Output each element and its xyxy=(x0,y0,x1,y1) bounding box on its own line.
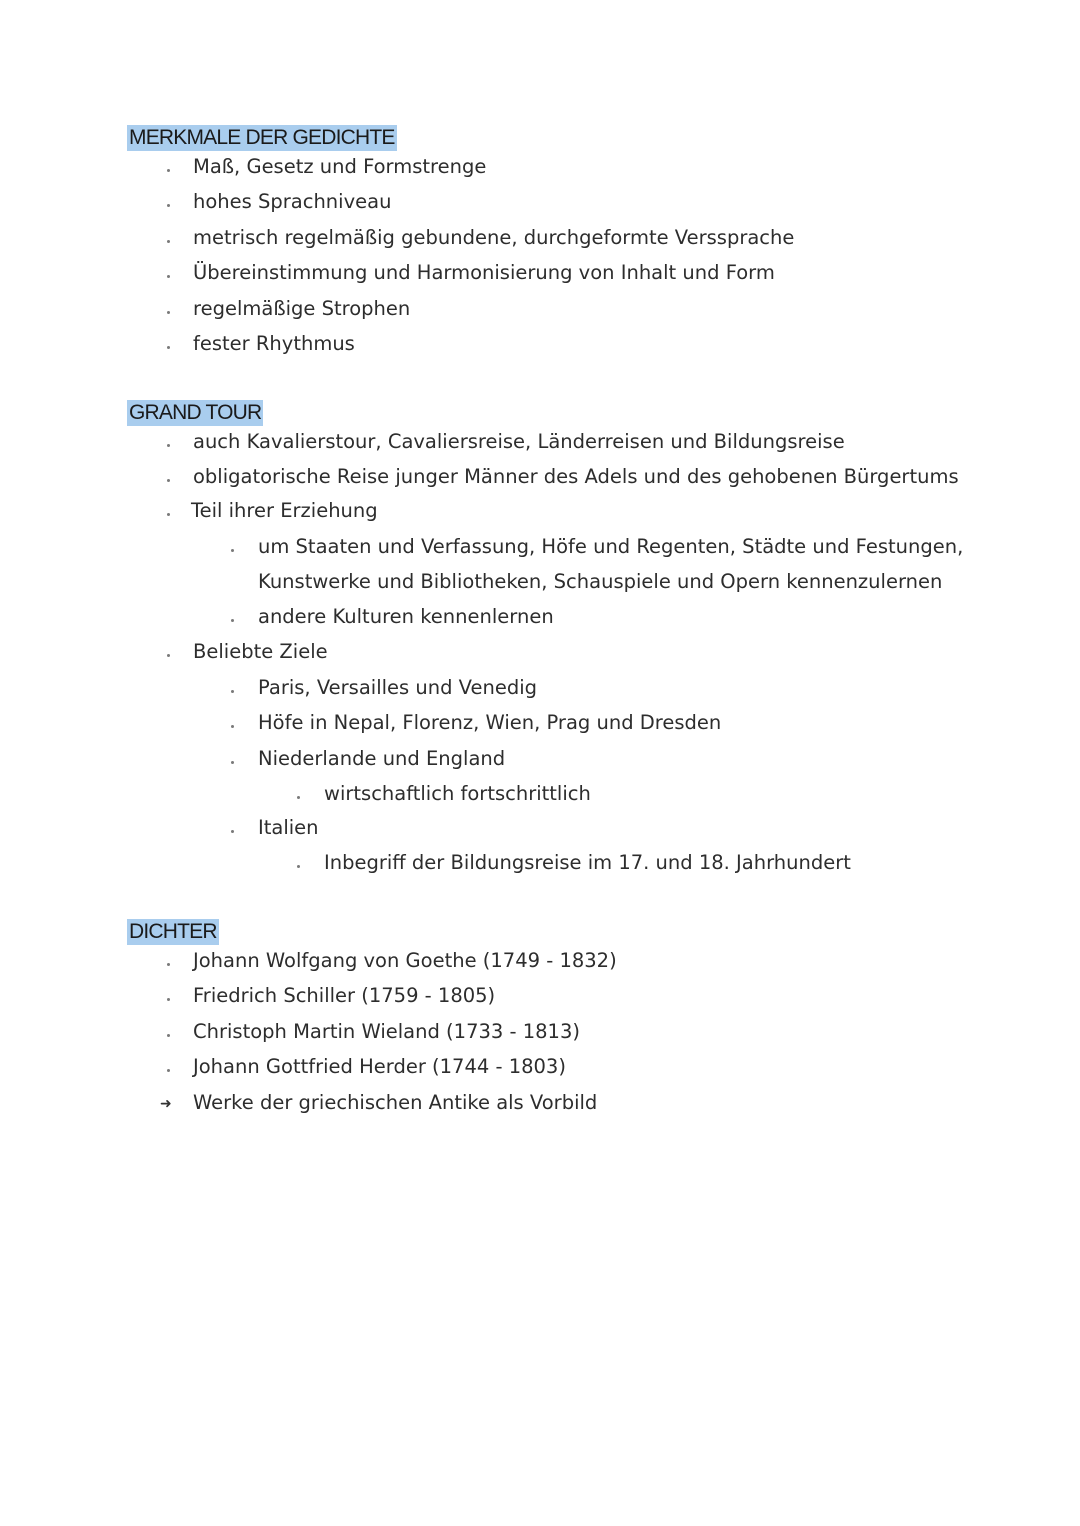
list-item: metrisch regelmäßig gebundene, durchgeformte Verssprache xyxy=(193,226,795,249)
bullet-icon xyxy=(167,444,170,447)
bullet-icon xyxy=(167,346,170,349)
list-item: hohes Sprachniveau xyxy=(193,190,392,213)
sub-sub-list-item: Inbegriff der Bildungsreise im 17. und 18. Jahrhundert xyxy=(324,851,851,874)
sub-list-item: andere Kulturen kennenlernen xyxy=(258,605,554,628)
list-item: auch Kavalierstour, Cavaliersreise, Länderreisen und Bildungsreise xyxy=(193,430,845,453)
bullet-icon xyxy=(167,169,170,172)
list-item: Beliebte Ziele xyxy=(193,640,328,663)
sub-list-item: Niederlande und England xyxy=(258,747,506,770)
bullet-icon xyxy=(167,963,170,966)
section-heading-merkmale: MERKMALE DER GEDICHTE xyxy=(129,126,395,149)
sub-list-item: Höfe in Nepal, Florenz, Wien, Prag und Dresden xyxy=(258,711,722,734)
list-item: Maß, Gesetz und Formstrenge xyxy=(193,155,487,178)
section-heading-dichter: DICHTER xyxy=(129,920,217,943)
bullet-icon xyxy=(167,311,170,314)
list-item: Christoph Martin Wieland (1733 - 1813) xyxy=(193,1020,580,1043)
sub-list-item: um Staaten und Verfassung, Höfe und Regenten, Städte und Festungen, xyxy=(258,535,964,558)
bullet-icon xyxy=(231,725,234,728)
bullet-icon xyxy=(167,479,170,482)
bullet-icon xyxy=(231,761,234,764)
bullet-icon xyxy=(297,865,300,868)
bullet-icon xyxy=(231,830,234,833)
list-item: Friedrich Schiller (1759 - 1805) xyxy=(193,984,496,1007)
bullet-icon xyxy=(231,690,234,693)
bullet-icon xyxy=(167,513,170,516)
section-heading-grand-tour: GRAND TOUR xyxy=(129,401,262,424)
conclusion-text: Werke der griechischen Antike als Vorbild xyxy=(193,1091,598,1114)
sub-sub-list-item: wirtschaftlich fortschrittlich xyxy=(324,782,591,805)
list-item: Teil ihrer Erziehung xyxy=(191,499,378,522)
bullet-icon xyxy=(167,204,170,207)
list-item: Übereinstimmung und Harmonisierung von Inhalt und Form xyxy=(193,261,775,284)
bullet-icon xyxy=(167,654,170,657)
bullet-icon xyxy=(231,549,234,552)
sub-list-item: Paris, Versailles und Venedig xyxy=(258,676,538,699)
list-item: obligatorische Reise junger Männer des Adels und des gehobenen Bürgertums xyxy=(193,465,959,488)
bullet-icon xyxy=(167,998,170,1001)
list-item: Johann Gottfried Herder (1744 - 1803) xyxy=(193,1055,566,1078)
bullet-icon xyxy=(167,1034,170,1037)
list-item: regelmäßige Strophen xyxy=(193,297,411,320)
bullet-icon xyxy=(167,240,170,243)
bullet-icon xyxy=(167,275,170,278)
bullet-icon xyxy=(231,619,234,622)
bullet-icon xyxy=(167,1069,170,1072)
list-item: Johann Wolfgang von Goethe (1749 - 1832) xyxy=(193,949,617,972)
bullet-icon xyxy=(297,796,300,799)
list-item: fester Rhythmus xyxy=(193,332,355,355)
sub-list-item-continuation: Kunstwerke und Bibliotheken, Schauspiele und Opern kennenzulernen xyxy=(258,570,943,593)
arrow-right-icon: ➜ xyxy=(160,1096,172,1112)
sub-list-item: Italien xyxy=(258,816,319,839)
